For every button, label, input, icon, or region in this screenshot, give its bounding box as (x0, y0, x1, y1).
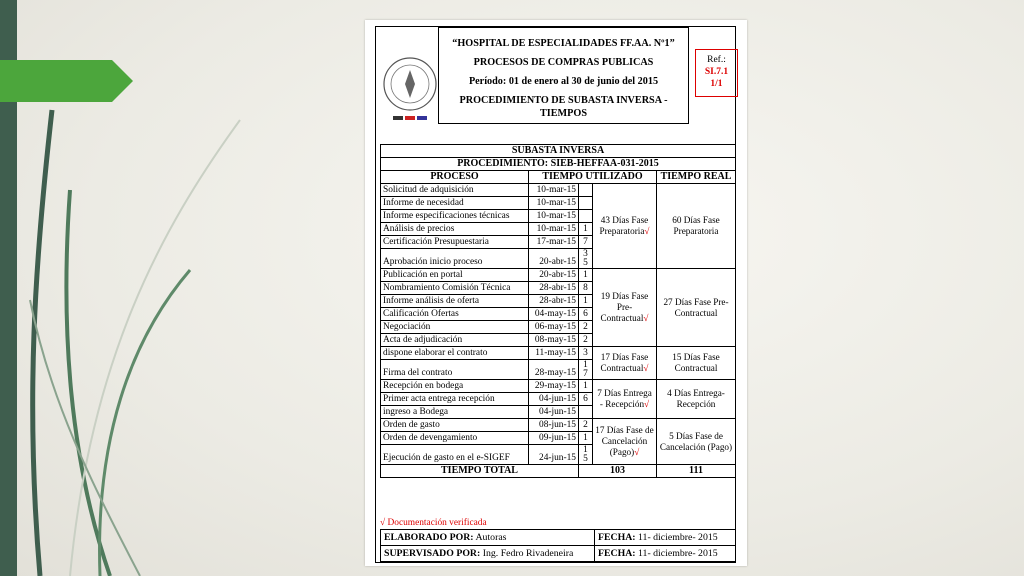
step-date: 04-may-15 (529, 308, 579, 321)
step-date: 10-mar-15 (529, 223, 579, 236)
phase-time-real: 15 Días Fase Contractual (657, 347, 736, 380)
prepared-date: 11- diciembre- 2015 (638, 532, 718, 543)
step-date: 06-may-15 (529, 321, 579, 334)
step-days: 8 (579, 282, 593, 295)
procedure-title: PROCEDIMIENTO DE SUBASTA INVERSA - TIEMPOS (459, 95, 668, 119)
phase-time-used (593, 347, 657, 380)
ref-label: Ref.: (707, 55, 726, 65)
prepared-by-cell (381, 530, 595, 546)
phase-time-real: 60 Días Fase Preparatoria (657, 184, 736, 269)
phase-used-text: 19 Días Fase Pre-Contractual (600, 291, 649, 323)
step-date: 29-may-15 (529, 380, 579, 393)
prepared-by: Autoras (475, 532, 507, 543)
table-row (381, 269, 736, 282)
date-label: FECHA: (598, 532, 636, 543)
step-date: 17-mar-15 (529, 236, 579, 249)
phase-time-real: 5 Días Fase de Cancelación (Pago) (657, 419, 736, 465)
prepared-label: ELABORADO POR: (384, 532, 474, 543)
step-date: 08-jun-15 (529, 419, 579, 432)
col-header-time-real: TIEMPO REAL (657, 171, 736, 184)
process-step: Solicitud de adquisición (381, 184, 529, 197)
date-label: FECHA: (598, 548, 636, 559)
process-step: Certificación Presupuestaria (381, 236, 529, 249)
step-days: 1 (579, 432, 593, 445)
procedure-table (380, 144, 736, 478)
phase-used-text: 17 Días Fase de Cancelación (Pago) (595, 425, 654, 457)
table-row (381, 347, 736, 360)
process-step: ingreso a Bodega (381, 406, 529, 419)
hospital-seal-icon (379, 50, 441, 132)
step-days (579, 406, 593, 419)
step-days: 6 (579, 308, 593, 321)
step-days: 6 (579, 393, 593, 406)
step-days: 1 (579, 380, 593, 393)
ref-page: 1/1 (710, 79, 723, 89)
prepared-date-cell (595, 530, 736, 546)
process-step: Publicación en portal (381, 269, 529, 282)
step-date: 11-may-15 (529, 347, 579, 360)
document-page (365, 20, 747, 566)
step-days: 2 (579, 419, 593, 432)
reviewed-label: SUPERVISADO POR: (384, 548, 481, 559)
step-days (579, 210, 593, 223)
check-mark-icon: √ (644, 399, 650, 409)
total-label: TIEMPO TOTAL (381, 465, 579, 478)
check-mark-icon: √ (644, 226, 650, 236)
step-days (579, 197, 593, 210)
step-days: 7 (579, 236, 593, 249)
process-step: Informe análisis de oferta (381, 295, 529, 308)
step-date: 20-abr-15 (529, 269, 579, 282)
step-days: 1 7 (579, 360, 593, 380)
procedure-id: PROCEDIMIENTO: SIEB-HEFFAA-031-2015 (381, 158, 736, 171)
process-step: Negociación (381, 321, 529, 334)
process-step: dispone elaborar el contrato (381, 347, 529, 360)
phase-time-used (593, 269, 657, 347)
step-days: 1 5 (579, 445, 593, 465)
step-date: 04-jun-15 (529, 406, 579, 419)
hospital-name: “HOSPITAL DE ESPECIALIDADES FF.AA. Nº1” (452, 38, 675, 49)
reviewed-by-cell (381, 546, 595, 562)
step-date: 08-may-15 (529, 334, 579, 347)
process-step: Informe especificaciones técnicas (381, 210, 529, 223)
process-step: Primer acta entrega recepción (381, 393, 529, 406)
reviewed-date: 11- diciembre- 2015 (638, 548, 718, 559)
step-date: 20-abr-15 (529, 249, 579, 269)
phase-time-used (593, 184, 657, 269)
process-step: Acta de adjudicación (381, 334, 529, 347)
process-step: Orden de devengamiento (381, 432, 529, 445)
reviewed-by: Ing. Fedro Rivadeneira (482, 548, 574, 559)
step-date: 24-jun-15 (529, 445, 579, 465)
table-title: SUBASTA INVERSA (381, 145, 736, 158)
process-step: Recepción en bodega (381, 380, 529, 393)
process-step: Aprobación inicio proceso (381, 249, 529, 269)
step-date: 04-jun-15 (529, 393, 579, 406)
step-date: 09-jun-15 (529, 432, 579, 445)
total-used: 103 (579, 465, 657, 478)
total-row (381, 465, 736, 478)
reference-box (695, 49, 738, 97)
process-step: Informe de necesidad (381, 197, 529, 210)
step-days: 3 5 (579, 249, 593, 269)
process-step: Orden de gasto (381, 419, 529, 432)
signature-table (380, 529, 736, 562)
reviewed-date-cell (595, 546, 736, 562)
ref-code: SI.7.1 (704, 67, 729, 77)
phase-used-text: 17 Días Fase Contractual (600, 352, 649, 373)
table-row (381, 380, 736, 393)
phase-time-used (593, 419, 657, 465)
process-step: Análisis de precios (381, 223, 529, 236)
step-days: 1 (579, 295, 593, 308)
step-days: 2 (579, 334, 593, 347)
process-step: Calificación Ofertas (381, 308, 529, 321)
check-mark-icon: √ (643, 363, 649, 373)
verification-note: √ Documentación verificada (380, 518, 487, 528)
period: Período: 01 de enero al 30 de junio del 2015 (468, 76, 659, 87)
step-date: 10-mar-15 (529, 210, 579, 223)
col-header-process: PROCESO (381, 171, 529, 184)
green-arrow-shape (0, 60, 133, 102)
phase-time-real: 4 Días Entrega-Recepción (657, 380, 736, 419)
step-date: 10-mar-15 (529, 197, 579, 210)
check-mark-icon: √ (634, 447, 640, 457)
process-step: Nombramiento Comisión Técnica (381, 282, 529, 295)
total-real: 111 (657, 465, 736, 478)
phase-time-real: 27 Días Fase Pre-Contractual (657, 269, 736, 347)
step-date: 28-abr-15 (529, 295, 579, 308)
step-date: 28-may-15 (529, 360, 579, 380)
step-days: 3 (579, 347, 593, 360)
step-days: 2 (579, 321, 593, 334)
process-step: Firma del contrato (381, 360, 529, 380)
step-days (579, 184, 593, 197)
table-row (381, 184, 736, 197)
step-days: 1 (579, 223, 593, 236)
phase-used-text: 43 Días Fase Preparatoria (599, 215, 649, 236)
step-date: 10-mar-15 (529, 184, 579, 197)
col-header-time-used: TIEMPO UTILIZADO (529, 171, 657, 184)
step-date: 28-abr-15 (529, 282, 579, 295)
phase-time-used (593, 380, 657, 419)
table-row (381, 419, 736, 432)
step-days: 1 (579, 269, 593, 282)
process-name: PROCESOS DE COMPRAS PUBLICAS (473, 57, 654, 68)
check-mark-icon: √ (643, 313, 649, 323)
title-box (438, 27, 689, 124)
process-step: Ejecución de gasto en el e-SIGEF (381, 445, 529, 465)
phase-used-text: 7 Días Entrega - Recepción (597, 388, 652, 409)
